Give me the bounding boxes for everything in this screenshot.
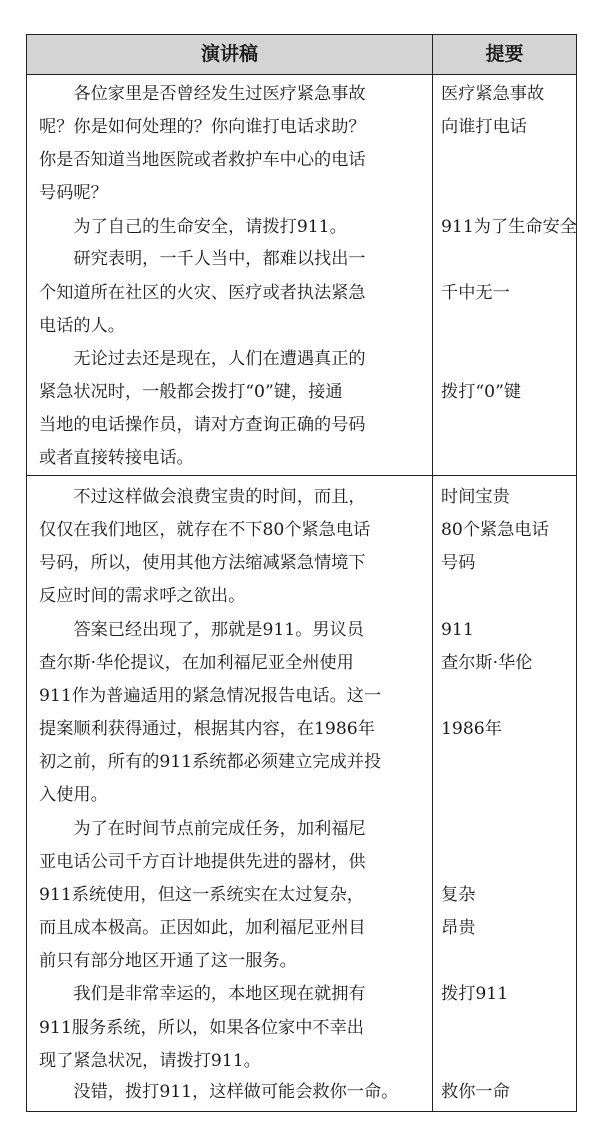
speech-line: 或者直接转接电话。 bbox=[39, 448, 194, 468]
speech-line: 为了自己的生命安全，请拨打911。 bbox=[39, 217, 347, 237]
summary-note: 911为了生命安全 bbox=[441, 217, 577, 237]
summary-note: 救你一命 bbox=[441, 1082, 510, 1102]
speech-line: 查尔斯·华伦提议，在加利福尼亚全州使用 bbox=[39, 653, 354, 673]
speech-line: 为了在时间节点前完成任务，加利福尼 bbox=[39, 819, 366, 839]
column-divider bbox=[432, 35, 433, 1111]
speech-line: 呢？你是如何处理的？你向谁打电话求助？ bbox=[39, 117, 366, 137]
summary-note: 复杂 bbox=[441, 885, 476, 905]
speech-line: 号码，所以，使用其他方法缩减紧急情境下 bbox=[39, 553, 366, 573]
section-divider bbox=[27, 475, 576, 476]
speech-line: 号码呢？ bbox=[39, 183, 108, 203]
summary-note: 拨打911 bbox=[441, 984, 509, 1004]
header-summary: 提要 bbox=[485, 43, 524, 65]
speech-line: 911作为普遍适用的紧急情况报告电话。这一 bbox=[39, 686, 382, 706]
speech-line: 初之前，所有的911系统都必须建立完成并投 bbox=[39, 752, 382, 772]
summary-note: 1986年 bbox=[441, 719, 502, 739]
speech-line: 911服务系统，所以，如果各位家中不幸出 bbox=[39, 1018, 364, 1038]
speech-line: 入使用。 bbox=[39, 785, 108, 805]
speech-table bbox=[26, 34, 577, 1112]
speech-line: 而且成本极高。正因如此，加利福尼亚州目 bbox=[39, 918, 366, 938]
summary-note: 千中无一 bbox=[441, 283, 510, 303]
summary-note: 医疗紧急事故 bbox=[441, 84, 545, 104]
speech-line: 电话的人。 bbox=[39, 316, 125, 336]
speech-line: 亚电话公司千方百计地提供先进的器材，供 bbox=[39, 852, 366, 872]
speech-line: 个知道所在社区的火灾、医疗或者执法紧急 bbox=[39, 283, 366, 303]
speech-line: 没错，拨打911，这样做可能会救你一命。 bbox=[39, 1082, 399, 1102]
speech-line: 现了紧急状况，请拨打911。 bbox=[39, 1051, 261, 1071]
speech-line: 无论过去还是现在，人们在遭遇真正的 bbox=[39, 349, 366, 369]
speech-line: 911系统使用，但这一系统实在太过复杂， bbox=[39, 885, 364, 905]
header-speech: 演讲稿 bbox=[200, 43, 258, 65]
speech-line: 我们是非常幸运的，本地区现在就拥有 bbox=[39, 984, 366, 1004]
summary-note: 查尔斯·华伦 bbox=[441, 653, 533, 673]
summary-note: 号码 bbox=[441, 553, 476, 573]
summary-note: 80个紧急电话 bbox=[441, 520, 549, 540]
speech-line: 答案已经出现了，那就是911。男议员 bbox=[39, 620, 364, 640]
summary-note: 向谁打电话 bbox=[441, 117, 527, 137]
speech-line: 你是否知道当地医院或者救护车中心的电话 bbox=[39, 150, 366, 170]
speech-line: 各位家里是否曾经发生过医疗紧急事故 bbox=[39, 84, 366, 104]
summary-note: 昂贵 bbox=[441, 918, 476, 938]
speech-line: 当地的电话操作员，请对方查询正确的号码 bbox=[39, 415, 366, 435]
speech-line: 仅仅在我们地区，就存在不下80个紧急电话 bbox=[39, 520, 371, 540]
speech-line: 提案顺利获得通过，根据其内容，在1986年 bbox=[39, 719, 375, 739]
table-header bbox=[27, 35, 576, 75]
speech-line: 反应时间的需求呼之欲出。 bbox=[39, 586, 246, 606]
speech-line: 研究表明，一千人当中，都难以找出一 bbox=[39, 249, 366, 269]
summary-note: 拨打“0”键 bbox=[441, 382, 522, 402]
speech-line: 紧急状况时，一般都会拨打“0”键，接通 bbox=[39, 382, 343, 402]
summary-note: 911 bbox=[441, 620, 474, 640]
speech-line: 不过这样做会浪费宝贵的时间，而且， bbox=[39, 487, 366, 507]
summary-note: 时间宝贵 bbox=[441, 487, 510, 507]
speech-line: 前只有部分地区开通了这一服务。 bbox=[39, 951, 297, 971]
